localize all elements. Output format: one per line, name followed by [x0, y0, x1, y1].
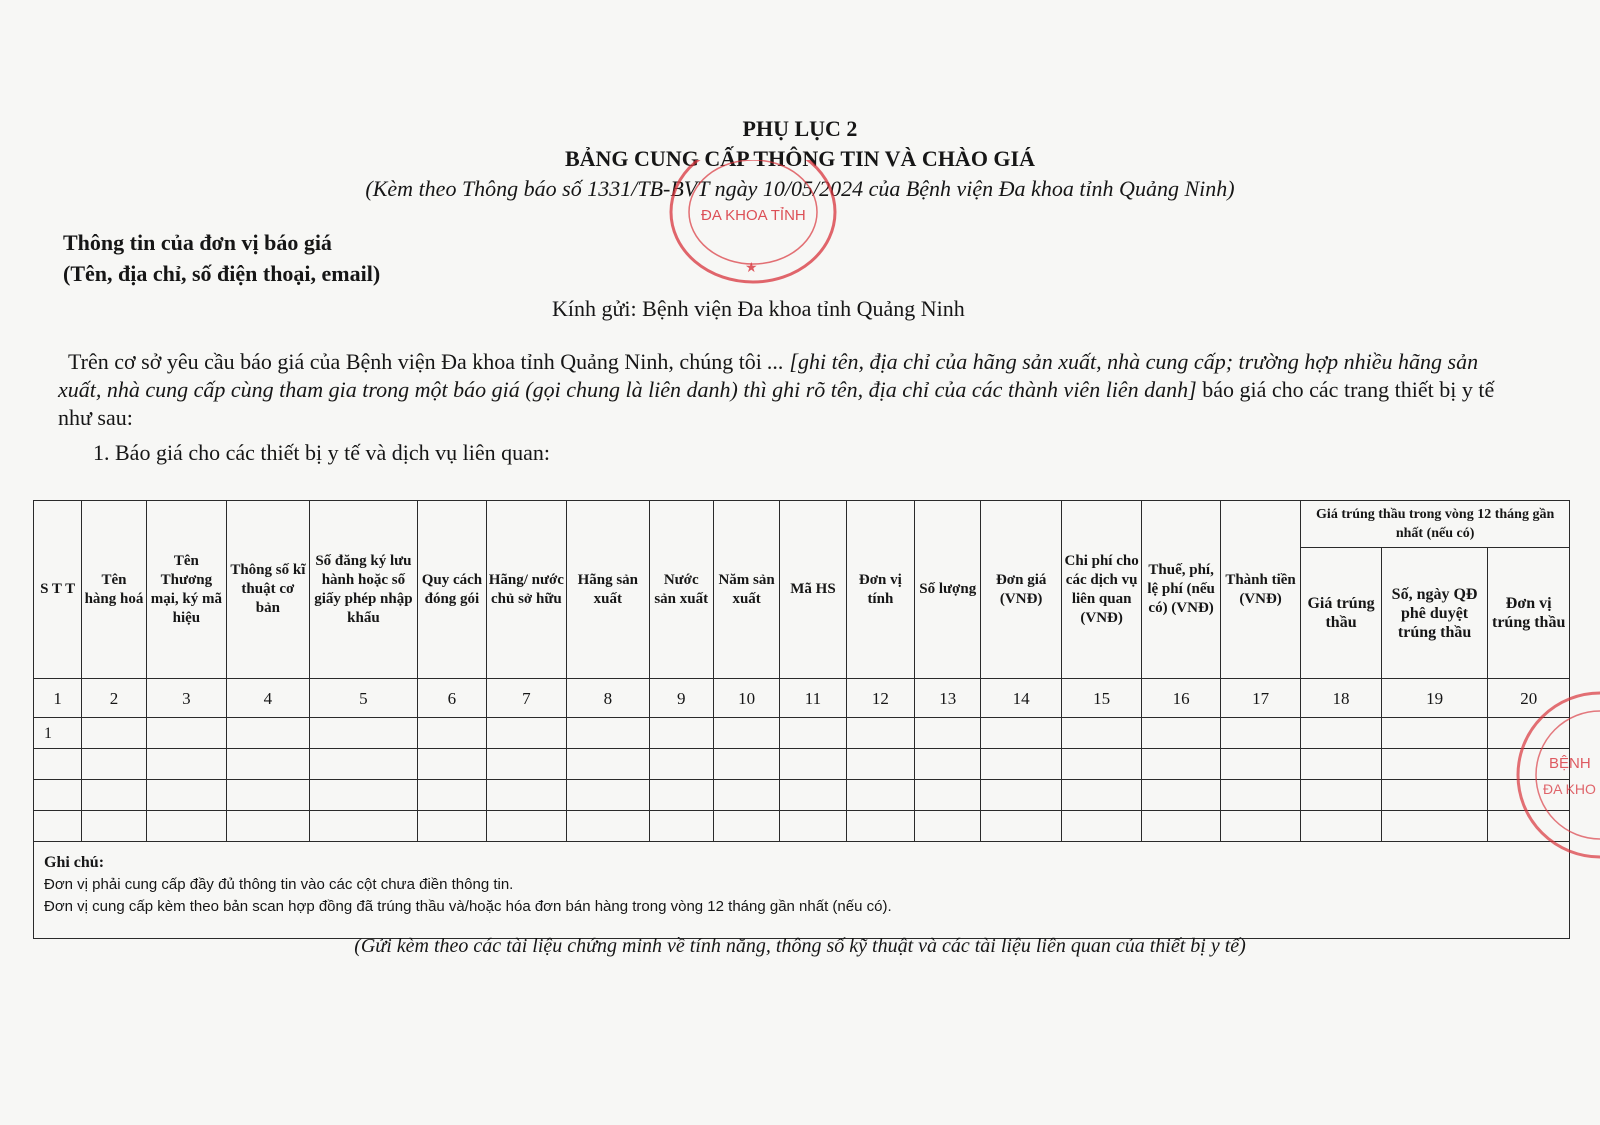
table-cell[interactable] [846, 718, 914, 749]
table-cell[interactable] [915, 811, 981, 842]
stamp-text-side-1: BỆNH [1549, 755, 1591, 772]
table-cell[interactable] [82, 811, 146, 842]
table-cell[interactable] [915, 718, 981, 749]
table-cell[interactable] [146, 780, 226, 811]
col-header: Số đăng ký lưu hành hoặc số giấy phép nhập khẩu [309, 501, 418, 679]
table-cell[interactable] [1061, 811, 1141, 842]
sender-info-label: Thông tin của đơn vị báo giá [63, 230, 332, 255]
table-cell[interactable] [1220, 811, 1300, 842]
quote-table [33, 500, 1570, 939]
table-note-row [34, 842, 1570, 939]
table-cell[interactable] [1301, 749, 1381, 780]
col-header: Mã HS [780, 501, 846, 679]
stamp-text-side-2: ĐA KHO [1543, 781, 1596, 797]
table-cell[interactable] [1061, 718, 1141, 749]
table-note [34, 842, 1570, 939]
svg-text:★: ★ [745, 259, 758, 275]
col-header: Đơn vị tính [846, 501, 914, 679]
table-cell[interactable] [567, 780, 649, 811]
table-cell[interactable] [34, 811, 82, 842]
table-cell[interactable] [1142, 718, 1220, 749]
table-cell[interactable] [146, 749, 226, 780]
note-line: Đơn vị cung cấp kèm theo bản scan hợp đồng đã trúng thầu và/hoặc hóa đơn bán hàng trong vòng 12 tháng gần nhất (nếu có). [44, 898, 892, 915]
document-subtitle: (Kèm theo Thông báo số 1331/TB-BVT ngày 10/05/2024 của Bệnh viện Đa khoa tỉnh Quảng Ninh) [365, 176, 1235, 201]
col-header: Quy cách đóng gói [418, 501, 486, 679]
col-header: Nước sản xuất [649, 501, 713, 679]
table-cell[interactable] [227, 811, 309, 842]
table-cell[interactable] [981, 780, 1061, 811]
col-number: 10 [713, 679, 779, 718]
table-cell[interactable] [1220, 718, 1300, 749]
table-cell[interactable] [567, 749, 649, 780]
table-cell[interactable] [309, 749, 418, 780]
table-row [34, 811, 1570, 842]
table-cell[interactable] [713, 811, 779, 842]
sub-header: Giá trúng thầu [1301, 548, 1381, 679]
table-cell[interactable] [82, 718, 146, 749]
col-number: 6 [418, 679, 486, 718]
col-number: 7 [486, 679, 566, 718]
note-title: Ghi chú: [44, 854, 105, 871]
table-cell[interactable] [82, 780, 146, 811]
col-header: Hãng/ nước chủ sở hữu [486, 501, 566, 679]
col-number: 3 [146, 679, 226, 718]
official-stamp-side [1505, 690, 1600, 860]
table-cell[interactable] [418, 718, 486, 749]
stamp-text-top: ĐA KHOA TỈNH [701, 207, 806, 224]
column-number-row [34, 679, 1570, 718]
table-cell[interactable] [146, 811, 226, 842]
table-cell[interactable] [1301, 718, 1381, 749]
table-cell[interactable] [780, 780, 846, 811]
table-cell[interactable] [780, 749, 846, 780]
table-cell[interactable] [649, 749, 713, 780]
official-stamp-top [665, 160, 845, 285]
table-cell[interactable] [649, 811, 713, 842]
col-header: Thành tiền (VNĐ) [1220, 501, 1300, 679]
table-cell[interactable] [846, 749, 914, 780]
table-cell[interactable] [981, 749, 1061, 780]
table-cell[interactable] [1142, 811, 1220, 842]
col-header: Năm sản xuất [713, 501, 779, 679]
table-cell[interactable] [418, 811, 486, 842]
col-header: S T T [34, 501, 82, 679]
table-cell[interactable] [486, 780, 566, 811]
table-cell[interactable] [713, 780, 779, 811]
table-cell[interactable] [34, 780, 82, 811]
table-row [34, 718, 1570, 749]
table-cell[interactable] [915, 749, 981, 780]
col-header: Số lượng [915, 501, 981, 679]
table-cell[interactable] [486, 811, 566, 842]
recipient-line: Kính gửi: Bệnh viện Đa khoa tỉnh Quảng Ninh [552, 296, 965, 321]
table-cell[interactable] [1061, 780, 1141, 811]
col-header: Thông số kĩ thuật cơ bản [227, 501, 309, 679]
table-cell[interactable] [1381, 749, 1488, 780]
col-number: 5 [309, 679, 418, 718]
col-number: 8 [567, 679, 649, 718]
table-cell[interactable] [981, 811, 1061, 842]
section-heading-1: 1. Báo giá cho các thiết bị y tế và dịch vụ liên quan: [93, 440, 550, 465]
intro-paragraph [58, 348, 1498, 432]
table-cell[interactable] [1142, 749, 1220, 780]
col-number: 20 [1488, 679, 1570, 718]
table-cell[interactable] [713, 749, 779, 780]
table-cell[interactable] [1220, 749, 1300, 780]
group-header-winning-bid: Giá trúng thầu trong vòng 12 tháng gần nhất (nếu có) [1301, 501, 1570, 548]
row-stt: 1 [34, 718, 82, 749]
table-cell[interactable] [418, 749, 486, 780]
col-header: Đơn giá (VNĐ) [981, 501, 1061, 679]
col-header: Chi phí cho các dịch vụ liên quan (VNĐ) [1061, 501, 1141, 679]
table-cell[interactable] [227, 780, 309, 811]
table-cell[interactable] [1142, 780, 1220, 811]
col-number: 16 [1142, 679, 1220, 718]
table-cell[interactable] [486, 718, 566, 749]
footer-note: (Gửi kèm theo các tài liệu chứng minh về tính năng, thông số kỹ thuật và các tài liệu liên quan của thiết bị y tế) [354, 935, 1246, 957]
table-cell[interactable] [227, 749, 309, 780]
col-number: 17 [1220, 679, 1300, 718]
table-cell[interactable] [915, 780, 981, 811]
col-header: Hãng sản xuất [567, 501, 649, 679]
col-number: 9 [649, 679, 713, 718]
col-number: 19 [1381, 679, 1488, 718]
table-header-row [34, 501, 1570, 548]
table-cell[interactable] [309, 718, 418, 749]
table-cell[interactable] [1301, 780, 1381, 811]
table-cell[interactable] [146, 718, 226, 749]
sub-header: Đơn vị trúng thầu [1488, 548, 1570, 679]
table-cell[interactable] [486, 749, 566, 780]
appendix-label: PHỤ LỤC 2 [742, 116, 858, 141]
col-number: 11 [780, 679, 846, 718]
document-title: BẢNG CUNG CẤP THÔNG TIN VÀ CHÀO GIÁ [564, 146, 1035, 171]
sender-info-hint: (Tên, địa chỉ, số điện thoại, email) [63, 261, 381, 286]
table-cell[interactable] [780, 811, 846, 842]
table-cell[interactable] [309, 811, 418, 842]
col-number: 2 [82, 679, 146, 718]
note-line: Đơn vị phải cung cấp đầy đủ thông tin vào các cột chưa điền thông tin. [44, 876, 514, 893]
table-cell[interactable] [1061, 749, 1141, 780]
table-cell[interactable] [227, 718, 309, 749]
table-cell[interactable] [567, 718, 649, 749]
col-number: 4 [227, 679, 309, 718]
table-cell[interactable] [649, 718, 713, 749]
table-row [34, 780, 1570, 811]
table-cell[interactable] [1220, 780, 1300, 811]
table-cell[interactable] [309, 780, 418, 811]
col-number: 15 [1061, 679, 1141, 718]
table-cell[interactable] [418, 780, 486, 811]
col-header: Tên hàng hoá [82, 501, 146, 679]
col-number: 14 [981, 679, 1061, 718]
col-header: Thuế, phí, lệ phí (nếu có) (VNĐ) [1142, 501, 1220, 679]
table-cell[interactable] [981, 718, 1061, 749]
table-cell[interactable] [1381, 718, 1488, 749]
table-row [34, 749, 1570, 780]
table-cell[interactable] [1381, 811, 1488, 842]
col-number: 1 [34, 679, 82, 718]
intro-text-end: báo giá cho các trang thiết bị y tế như sau: [58, 377, 1495, 430]
table-cell[interactable] [649, 780, 713, 811]
table-cell[interactable] [34, 749, 82, 780]
table-cell[interactable] [780, 718, 846, 749]
col-number: 12 [846, 679, 914, 718]
col-number: 13 [915, 679, 981, 718]
table-cell[interactable] [713, 718, 779, 749]
sub-header: Số, ngày QĐ phê duyệt trúng thầu [1381, 548, 1488, 679]
col-number: 18 [1301, 679, 1381, 718]
table-cell[interactable] [82, 749, 146, 780]
intro-text-start: Trên cơ sở yêu cầu báo giá của Bệnh viện Đa khoa tỉnh Quảng Ninh, chúng tôi [68, 349, 768, 374]
table-cell[interactable] [846, 780, 914, 811]
col-header: Tên Thương mại, ký mã hiệu [146, 501, 226, 679]
table-cell[interactable] [1381, 780, 1488, 811]
table-cell[interactable] [567, 811, 649, 842]
table-cell[interactable] [1301, 811, 1381, 842]
intro-text-italic: ... [ghi tên, địa chỉ của hãng sản xuất, nhà cung cấp; trường hợp nhiều hãng sản xuất, nhà cung cấp cùng tham gia trong một báo giá (gọi chung là liên danh) thì ghi rõ tên, địa chỉ của các thành viên liên danh] [58, 349, 1479, 402]
table-cell[interactable] [846, 811, 914, 842]
